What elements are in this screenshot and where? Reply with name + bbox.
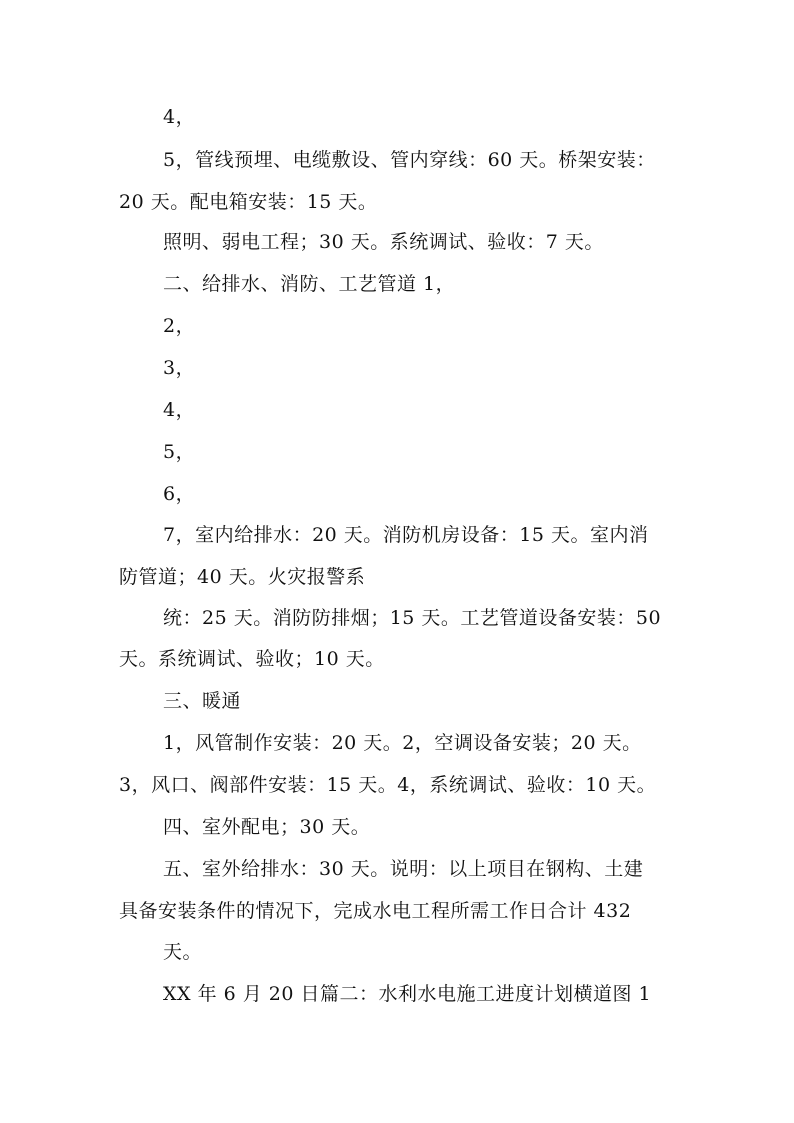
section-heading: 四、室外配电；30 天。 [163,816,371,838]
paragraph-line: 天。 [163,941,203,963]
paragraph-line: 统：25 天。消防防排烟；15 天。工艺管道设备安装：50 [163,607,662,629]
section-heading: 三、暖通 [163,690,242,712]
paragraph-line: 3， [163,357,196,379]
paragraph-line: 7，室内给排水：20 天。消防机房设备：15 天。室内消 [163,524,649,546]
paragraph-line: 5， [163,441,196,463]
paragraph-line: 天。系统调试、验收；10 天。 [119,648,385,670]
section-heading: 二、给排水、消防、工艺管道 1， [163,273,456,295]
paragraph-line: 6， [163,483,196,505]
paragraph-line: XX 年 6 月 20 日篇二：水利水电施工进度计划横道图 1 [163,983,652,1005]
paragraph-line: 20 天。配电箱安装：15 天。 [119,191,378,213]
paragraph-line: 五、室外给排水：30 天。说明：以上项目在钢构、土建 [163,858,644,880]
paragraph-line: 具备安装条件的情况下，完成水电工程所需工作日合计 432 [119,900,632,922]
paragraph-line: 2， [163,315,196,337]
paragraph-line: 5，管线预埋、电缆敷设、管内穿线：60 天。桥架安装： [163,149,656,171]
paragraph-line: 3，风口、阀部件安装：15 天。4，系统调试、验收：10 天。 [119,774,657,796]
paragraph-line: 1，风管制作安装：20 天。2，空调设备安装；20 天。 [163,732,642,754]
paragraph-line: 4， [163,106,196,128]
paragraph-line: 防管道；40 天。火灾报警系 [119,566,366,588]
paragraph-line: 照明、弱电工程；30 天。系统调试、验收：7 天。 [163,231,604,253]
paragraph-line: 4， [163,399,196,421]
